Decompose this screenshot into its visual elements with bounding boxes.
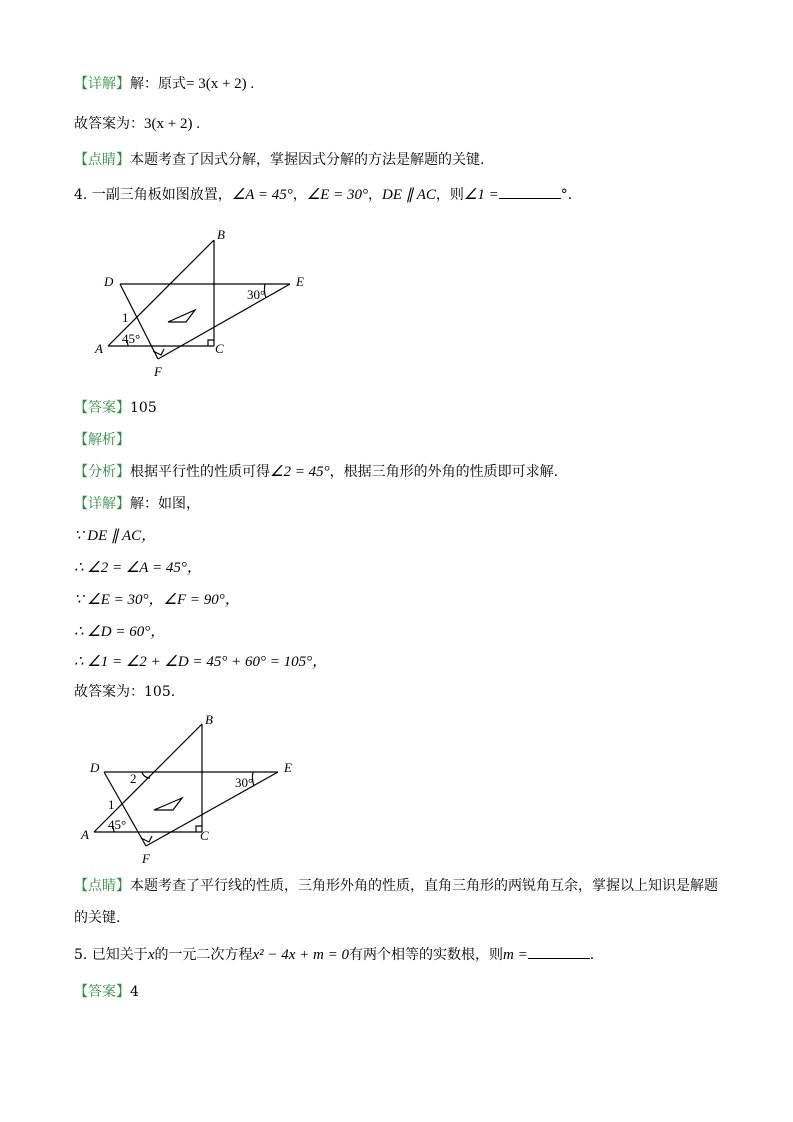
detail-tag: 【详解】: [74, 496, 130, 512]
angle-45-label: 45°: [122, 331, 141, 346]
angle-30-label: 30°: [247, 287, 266, 302]
question-tail: .: [589, 947, 595, 963]
question-text-a: 一副三角板如图放置，: [91, 187, 232, 203]
detail-math: = 3(x + 2) .: [186, 76, 255, 92]
point-f-label: F: [154, 364, 162, 379]
tip-text: 本题考查了因式分解，掌握因式分解的方法是解题的关键.: [130, 152, 485, 168]
point-f-label: F: [142, 851, 150, 866]
question-5: [74, 944, 594, 965]
point-b-label: B: [217, 227, 225, 242]
answer-math: 3(x + 2) .: [144, 116, 200, 132]
answer-line-4: [74, 398, 157, 418]
detail-text: 解：如图，: [130, 496, 200, 512]
point-a-label: A: [81, 827, 89, 842]
answer-tag: 【答案】: [74, 984, 130, 1000]
answer-value: 105: [130, 400, 157, 416]
proof-step-4: ∴ ∠D = 60°，: [74, 624, 166, 640]
detail-tag: 【详解】: [74, 76, 130, 92]
point-b-label: B: [205, 712, 213, 727]
angle-45-label: 45°: [108, 817, 127, 832]
point-d-label: D: [90, 760, 100, 775]
angle-1-label: 1: [108, 797, 115, 812]
analysis-header: [74, 430, 130, 450]
tip-tag: 【点睛】: [74, 152, 130, 168]
answer-line-5: [74, 982, 139, 1002]
analysis-text-b: ，根据三角形的外角的性质即可求解.: [329, 464, 559, 480]
question-number: 4.: [74, 187, 88, 203]
conclusion-line: 故答案为：105.: [74, 684, 176, 700]
question-tail: °.: [560, 187, 573, 203]
analysis-tag: 【解析】: [74, 432, 130, 448]
proof-step-3: ∵ ∠E = 30°，∠F = 90°，: [74, 592, 240, 608]
question-math-d: ∠1 =: [463, 187, 499, 203]
question-number: 5.: [74, 947, 88, 963]
separator: ，: [368, 187, 383, 203]
answer-blank: [499, 184, 561, 199]
triangle-figure-1: [90, 222, 320, 382]
point-e-label: E: [284, 760, 292, 775]
point-c-label: C: [200, 828, 209, 843]
separator: ，: [292, 187, 307, 203]
detail-text: 解：原式: [130, 76, 186, 92]
point-a-label: A: [95, 341, 103, 356]
answer-line-1: [74, 114, 200, 134]
proof-step-5: ∴ ∠1 = ∠2 + ∠D = 45° + 60° = 105°，: [74, 654, 328, 670]
tip-line-4b: 的关键.: [74, 910, 121, 926]
answer-blank: [528, 944, 590, 959]
analysis-text-a: 根据平行性的性质可得: [130, 464, 270, 480]
question-text-b: ，则: [435, 187, 464, 203]
question-equation: x² − 4x + m = 0: [252, 947, 349, 963]
question-text-b: 的一元二次方程: [154, 947, 253, 963]
detail-line-4: [74, 494, 200, 514]
analysis-sub-tag: 【分析】: [74, 464, 130, 480]
question-4: [74, 184, 572, 205]
angle-1-label: 1: [122, 310, 129, 325]
tip-line-1: [74, 150, 484, 170]
answer-tag: 【答案】: [74, 400, 130, 416]
question-var: x: [147, 947, 155, 963]
proof-step-1: ∵ DE ∥ AC，: [74, 528, 157, 544]
answer-intro: 故答案为：: [74, 116, 144, 132]
point-d-label: D: [104, 274, 114, 289]
answer-value: 4: [130, 984, 139, 1000]
question-math-a: ∠A = 45°: [231, 187, 293, 203]
analysis-line: [74, 462, 558, 482]
point-e-label: E: [296, 274, 304, 289]
angle-30-label: 30°: [235, 775, 254, 790]
analysis-math: ∠2 = 45°: [270, 464, 330, 480]
proof-step-2: ∴ ∠2 = ∠A = 45°，: [74, 560, 202, 576]
question-math-b: ∠E = 30°: [306, 187, 369, 203]
question-text-a: 已知关于: [91, 947, 148, 963]
angle-2-label: 2: [130, 771, 137, 786]
tip-text-line1: 本题考查了平行线的性质，三角形外角的性质，直角三角形的两锐角互余，掌握以上知识是解题: [130, 878, 718, 894]
triangle-figure-2: [78, 708, 318, 868]
question-text-c: 有两个相等的实数根，则: [349, 947, 503, 963]
detail-line-1: [74, 74, 254, 94]
question-math-c: DE ∥ AC: [382, 187, 436, 203]
tip-line-4a: [74, 876, 718, 896]
tip-tag: 【点睛】: [74, 878, 130, 894]
point-c-label: C: [215, 341, 224, 356]
question-math-m: m =: [503, 947, 528, 963]
